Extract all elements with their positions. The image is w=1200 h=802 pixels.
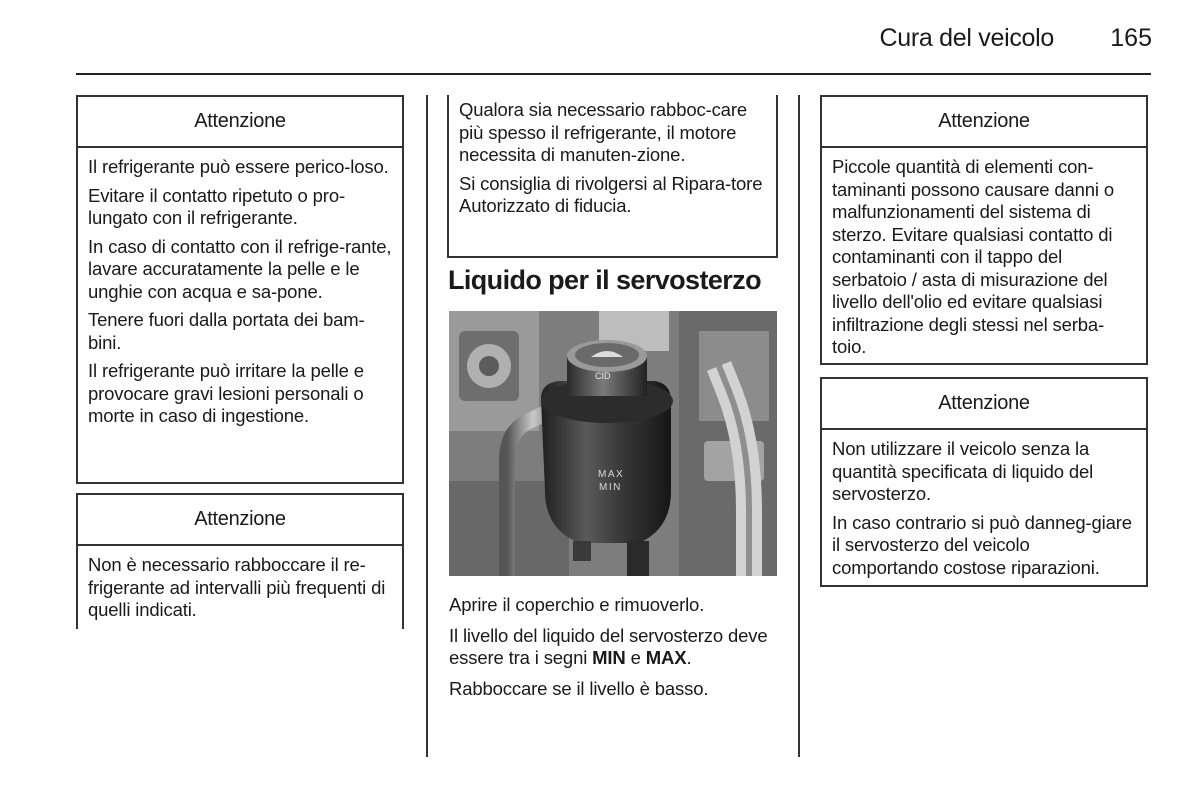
page-header-title: Cura del veicolo [879,24,1054,52]
warning-paragraph: Si consiglia di rivolgersi al Ripara-tore Autorizzato di fiducia. [459,172,763,216]
column-divider-right [798,95,800,757]
warning-paragraph: Evitare il contatto ripetuto o pro-lungato con il refrigerante. [88,184,345,228]
cap-marking: CID [595,371,611,381]
instructions-text [449,594,779,708]
warning-body [78,148,402,428]
warning-paragraph: Piccole quantità di elementi con-taminanti possono causare danni o malfunzionamenti del sistema di sterzo. Evitare qualsiasi contatto di contaminanti con il tappo del serbatoio / asta di misurazione del livello dell'olio ed evitare qualsiasi infiltrazione degli stessi nel serba-toio. [832,156,1114,357]
power-steering-reservoir-photo [449,311,777,576]
warning-heading: Attenzione [822,97,1146,148]
warning-paragraph: Il refrigerante può essere perico-loso. [88,156,389,177]
warning-paragraph: Tenere fuori dalla portata dei bam-bini. [88,309,365,353]
column-divider-left [426,95,428,757]
warning-box-coolant-danger [76,95,404,484]
warning-paragraph: In caso di contatto con il refrige-rante, lavare accuratamente la pelle e le unghie con acqua e sa-pone. [88,235,392,302]
warning-box-refill-interval [76,493,404,629]
warning-body [822,430,1146,579]
warning-body [78,546,402,622]
warning-box-continued [447,95,778,258]
header-divider [76,73,1151,75]
warning-heading: Attenzione [78,495,402,546]
reservoir-illustration [449,311,777,576]
warning-paragraph: Il refrigerante può irritare la pelle e provocare gravi lesioni personali o morte in caso di ingestione. [88,360,364,426]
section-title: Liquido per il servosterzo [448,265,761,295]
warning-paragraph: In caso contrario si può danneg-giare il servosterzo del veicolo comportando costose riparazioni. [832,511,1132,578]
instruction-paragraph: Il livello del liquido del servosterzo deve essere tra i segni MIN e MAX. [449,624,768,668]
warning-body [822,148,1146,359]
min-mark: MIN [599,482,622,493]
warning-box-fluid-level [820,377,1148,587]
warning-heading: Attenzione [822,379,1146,430]
instruction-paragraph: Aprire il coperchio e rimuoverlo. [449,594,705,615]
instruction-paragraph: Rabboccare se il livello è basso. [449,677,709,699]
warning-paragraph: Non utilizzare il veicolo senza la quantità specificata di liquido del servosterzo. [832,438,1094,504]
warning-body [449,95,776,218]
warning-paragraph: Non è necessario rabboccare il re-frigerante ad intervalli più frequenti di quelli indicati. [88,554,386,620]
max-mark: MAX [598,469,625,480]
warning-heading: Attenzione [78,97,402,148]
warning-box-contaminants [820,95,1148,365]
warning-paragraph: Qualora sia necessario rabboc-care più spesso il refrigerante, il motore necessita di manuten-zione. [459,99,747,165]
page-number: 165 [1110,24,1152,52]
